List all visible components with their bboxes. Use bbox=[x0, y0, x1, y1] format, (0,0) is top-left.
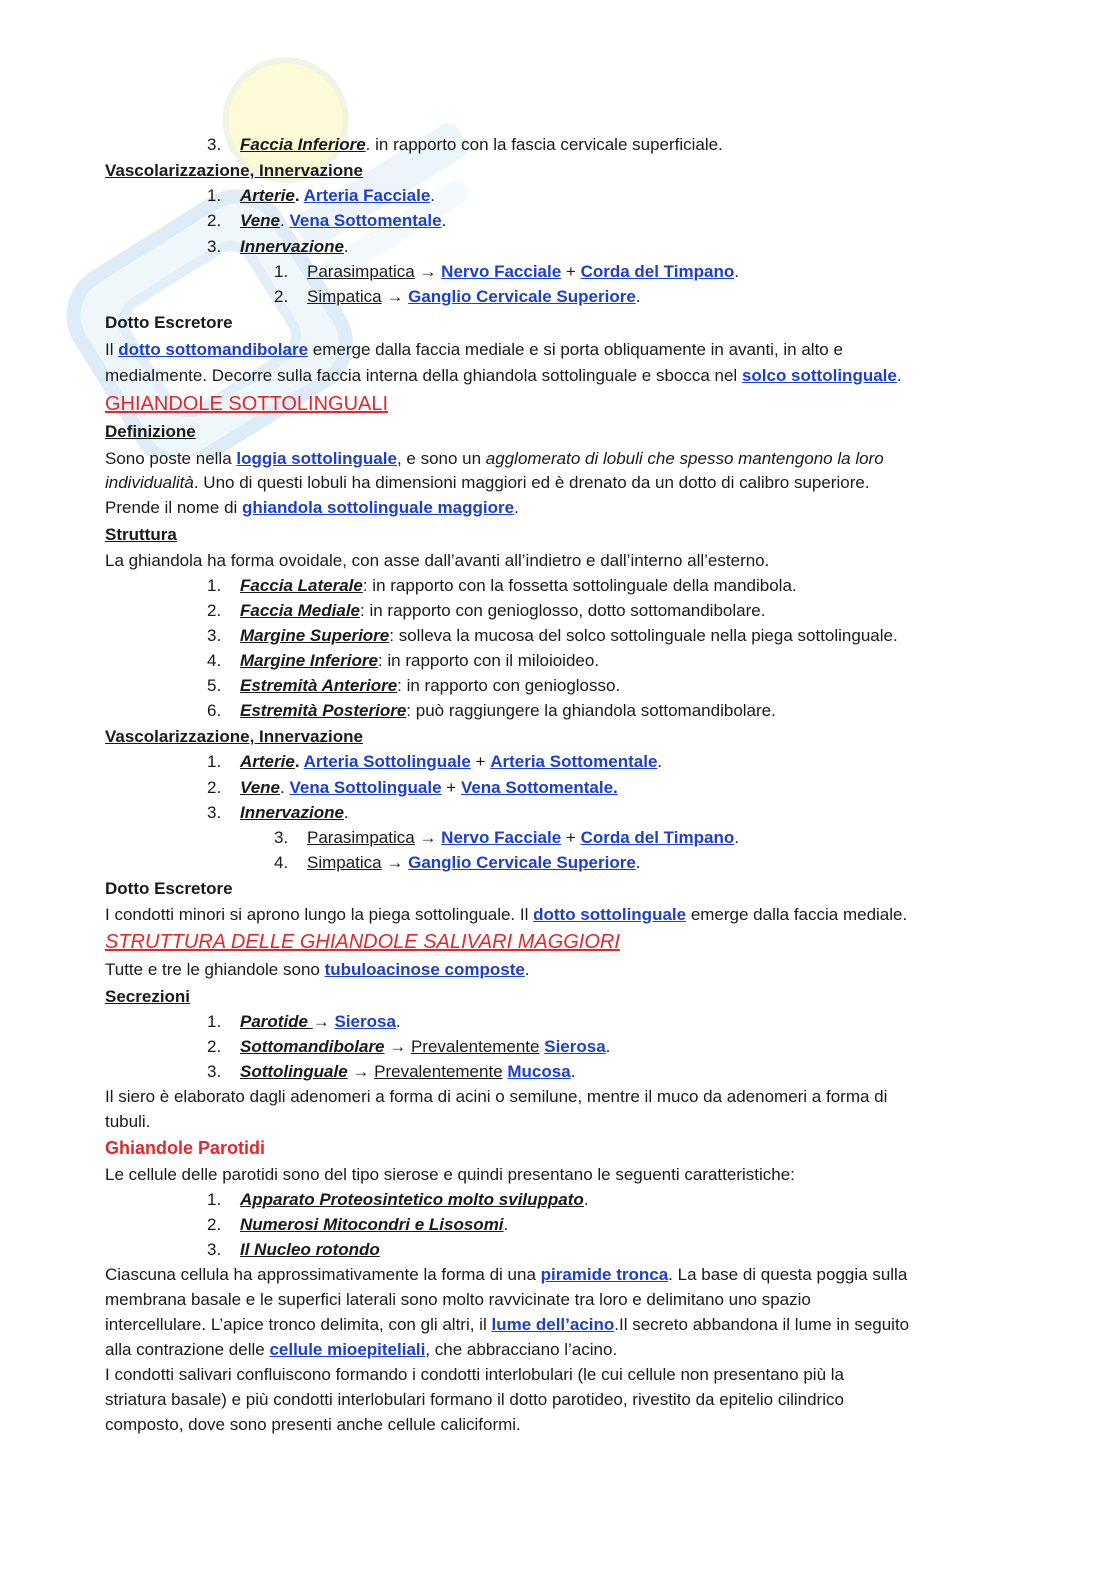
term-vene: Vene bbox=[240, 778, 281, 797]
text: . bbox=[524, 960, 530, 979]
punctuation: . bbox=[441, 211, 447, 230]
link-vena-sottolinguale[interactable]: Vena Sottolinguale bbox=[289, 778, 442, 797]
link-corda-del-timpano[interactable]: Corda del Timpano bbox=[580, 828, 735, 847]
punctuation: . bbox=[294, 186, 304, 205]
list-number: 2. bbox=[207, 1215, 222, 1234]
term-sottomandibolare: Sottomandibolare bbox=[240, 1037, 385, 1056]
text: . La base di questa poggia sulla bbox=[668, 1265, 908, 1284]
list-number: 1. bbox=[207, 1012, 222, 1031]
term-parotide: Parotide bbox=[240, 1012, 313, 1031]
term-faccia-inferiore: Faccia Inferiore bbox=[240, 135, 366, 154]
term: Margine Superiore bbox=[240, 626, 390, 645]
list-number: 2. bbox=[274, 287, 289, 306]
text: emerge dalla faccia mediale. bbox=[686, 905, 908, 924]
paragraph-line bbox=[105, 365, 902, 387]
arrow: → bbox=[347, 1062, 375, 1081]
term-innervazione: Innervazione bbox=[240, 237, 344, 256]
heading-vascolarizzazione-innervazione: Vascolarizzazione, Innervazione bbox=[105, 727, 363, 746]
term: Faccia Mediale bbox=[240, 601, 361, 620]
link-arteria-sottolinguale[interactable]: Arteria Sottolinguale bbox=[303, 752, 471, 771]
heading-struttura: Struttura bbox=[105, 525, 177, 544]
link-tubuloacinose-composte[interactable]: tubuloacinose composte bbox=[324, 960, 525, 979]
link-nervo-facciale[interactable]: Nervo Facciale bbox=[441, 262, 562, 281]
text: . Uno di questi lobuli ha dimensioni maggiori ed è drenato da un dotto di calibro superiore. bbox=[193, 473, 870, 492]
heading-secrezioni: Secrezioni bbox=[105, 987, 191, 1006]
punctuation: . bbox=[343, 237, 349, 256]
sublist-item-parasimpatica bbox=[274, 261, 739, 283]
link-sierosa[interactable]: Sierosa bbox=[334, 1012, 396, 1031]
punctuation: . bbox=[605, 1037, 611, 1056]
label-simpatica: Simpatica bbox=[307, 853, 382, 872]
list-item-vene bbox=[207, 777, 618, 799]
list-number: 1. bbox=[207, 186, 222, 205]
list-number: 1. bbox=[207, 576, 222, 595]
punctuation: . bbox=[503, 1215, 509, 1234]
list-number: 4. bbox=[207, 651, 222, 670]
arrow: → bbox=[384, 1037, 411, 1056]
paragraph-line: Le cellule delle parotidi sono del tipo sierose e quindi presentano le seguenti caratteristiche: bbox=[105, 1165, 795, 1184]
list-number: 3. bbox=[207, 237, 222, 256]
list-number: 6. bbox=[207, 701, 222, 720]
text: Sono poste nella bbox=[105, 449, 237, 468]
paragraph-line: composto, dove sono presenti anche cellule caliciformi. bbox=[105, 1415, 521, 1434]
paragraph-line bbox=[105, 472, 870, 494]
item-description: : solleva la mucosa del solco sottolinguale nella piega sottolinguale. bbox=[389, 626, 898, 645]
list-item bbox=[207, 1189, 589, 1211]
link-mucosa[interactable]: Mucosa bbox=[507, 1062, 571, 1081]
list-number: 2. bbox=[207, 211, 222, 230]
link-vena-sottomentale[interactable]: Vena Sottomentale. bbox=[460, 778, 618, 797]
text: . bbox=[514, 498, 519, 517]
link-nervo-facciale[interactable]: Nervo Facciale bbox=[441, 828, 562, 847]
punctuation: . bbox=[343, 803, 349, 822]
list-number: 4. bbox=[274, 853, 289, 872]
punctuation: . bbox=[583, 1190, 589, 1209]
list-item bbox=[207, 600, 765, 622]
arrow: → bbox=[414, 262, 442, 281]
list-item-faccia-inferiore bbox=[207, 134, 723, 156]
paragraph-line bbox=[105, 497, 519, 519]
list-number: 3. bbox=[207, 1240, 222, 1259]
paragraph-line bbox=[105, 448, 884, 470]
term-sottolinguale: Sottolinguale bbox=[240, 1062, 348, 1081]
paragraph-line bbox=[105, 339, 843, 361]
list-item bbox=[207, 1239, 380, 1261]
label-simpatica: Simpatica bbox=[307, 287, 382, 306]
list-number: 5. bbox=[207, 676, 222, 695]
punctuation: . bbox=[734, 262, 739, 281]
text: alla contrazione delle bbox=[105, 1340, 270, 1359]
arrow: → bbox=[414, 828, 442, 847]
text: Tutte e tre le ghiandole sono bbox=[105, 960, 325, 979]
plus-sign: + bbox=[561, 828, 581, 847]
punctuation: . bbox=[294, 752, 304, 771]
list-item-sottolinguale bbox=[207, 1061, 575, 1083]
label-prevalentemente: Prevalentemente bbox=[410, 1037, 540, 1056]
italic-text: individualità bbox=[105, 473, 194, 492]
term-vene: Vene bbox=[240, 211, 281, 230]
link-cellule-mioepiteliali[interactable]: cellule mioepiteliali bbox=[269, 1340, 426, 1359]
paragraph-line bbox=[105, 1339, 617, 1361]
punctuation: . bbox=[734, 828, 739, 847]
punctuation: . bbox=[570, 1062, 576, 1081]
section-title-ghiandole-sottolinguali: GHIANDOLE SOTTOLINGUALI bbox=[105, 393, 389, 415]
plus-sign: + bbox=[441, 778, 461, 797]
list-number: 2. bbox=[207, 601, 222, 620]
term-arterie: Arterie bbox=[240, 752, 295, 771]
paragraph-line bbox=[105, 904, 907, 926]
link-lume-dell-acino[interactable]: lume dell’acino bbox=[491, 1315, 615, 1334]
section-title-struttura-ghiandole-salivari: STRUTTURA DELLE GHIANDOLE SALIVARI MAGGIORI bbox=[105, 931, 620, 953]
heading-dotto-escretore: Dotto Escretore bbox=[105, 313, 233, 332]
paragraph-line: Il siero è elaborato dagli adenomeri a forma di acini o semilune, mentre il muco da adenomeri a forma di bbox=[105, 1087, 888, 1106]
paragraph-line: membrana basale e le superfici laterali sono molto ravvicinate tra loro e delimitano uno spazio bbox=[105, 1290, 811, 1309]
link-dotto-sottomandibolare[interactable]: dotto sottomandibolare bbox=[118, 340, 309, 359]
text: emerge dalla faccia mediale e si porta obliquamente in avanti, in alto e bbox=[308, 340, 843, 359]
list-number: 3. bbox=[207, 626, 222, 645]
term: Numerosi Mitocondri e Lisosomi bbox=[240, 1215, 504, 1234]
heading-dotto-escretore: Dotto Escretore bbox=[105, 879, 233, 898]
list-item bbox=[207, 650, 599, 672]
text: I condotti minori si aprono lungo la piega sottolinguale. Il bbox=[105, 905, 534, 924]
sublist-item-simpatica bbox=[274, 286, 641, 308]
punctuation: . bbox=[280, 211, 290, 230]
punctuation: . bbox=[657, 752, 663, 771]
list-number: 2. bbox=[207, 1037, 222, 1056]
text: intercellulare. L’apice tronco delimita, con gli altri, il bbox=[105, 1315, 492, 1334]
term: Apparato Proteosintetico molto sviluppato bbox=[240, 1190, 584, 1209]
paragraph-line: La ghiandola ha forma ovoidale, con asse dall’avanti all’indietro e dall’interno all’esterno. bbox=[105, 551, 770, 570]
link-piramide-tronca[interactable]: piramide tronca bbox=[540, 1265, 669, 1284]
list-number: 3. bbox=[274, 828, 289, 847]
term: Estremità Anteriore bbox=[240, 676, 398, 695]
list-item bbox=[207, 700, 776, 722]
paragraph-line: tubuli. bbox=[105, 1112, 151, 1131]
arrow: → bbox=[312, 1012, 335, 1031]
item-description: . in rapporto con la fascia cervicale superficiale. bbox=[365, 135, 723, 154]
link-ganglio-cervicale-superiore[interactable]: Ganglio Cervicale Superiore bbox=[408, 287, 636, 306]
paragraph-line bbox=[105, 1264, 907, 1286]
link-loggia-sottolinguale[interactable]: loggia sottolinguale bbox=[236, 449, 397, 468]
text: Prende il nome di bbox=[105, 498, 243, 517]
list-item bbox=[207, 625, 898, 647]
text: . bbox=[896, 366, 902, 385]
arrow: → bbox=[381, 287, 409, 306]
plus-sign: + bbox=[470, 752, 491, 771]
list-item bbox=[207, 675, 620, 697]
label-parasimpatica: Parasimpatica bbox=[307, 828, 415, 847]
plus-sign: + bbox=[561, 262, 581, 281]
term: Faccia Laterale bbox=[240, 576, 363, 595]
link-ghiandola-sottolinguale-maggiore[interactable]: ghiandola sottolinguale maggiore bbox=[242, 498, 515, 517]
term: Estremità Posteriore bbox=[240, 701, 407, 720]
text: .Il secreto abbandona il lume in seguito bbox=[614, 1315, 910, 1334]
list-item-sottomandibolare bbox=[207, 1036, 610, 1058]
heading-vascolarizzazione-innervazione: Vascolarizzazione, Innervazione bbox=[105, 161, 363, 180]
subsection-title-ghiandole-parotidi: Ghiandole Parotidi bbox=[105, 1138, 266, 1158]
paragraph-line: I condotti salivari confluiscono formando i condotti interlobulari (le cui cellule non presentano più la bbox=[105, 1365, 844, 1384]
list-item-innervazione bbox=[207, 236, 349, 258]
list-item bbox=[207, 575, 797, 597]
list-item-vene bbox=[207, 210, 446, 232]
list-number: 3. bbox=[207, 135, 222, 154]
item-description: : può raggiungere la ghiandola sottomandibolare. bbox=[406, 701, 776, 720]
list-item-arterie bbox=[207, 185, 435, 207]
text: , che abbracciano l’acino. bbox=[425, 1340, 618, 1359]
arrow: → bbox=[381, 853, 409, 872]
text: medialmente. Decorre sulla faccia interna della ghiandola sottolinguale e sbocca nel bbox=[105, 366, 742, 385]
label-prevalentemente: Prevalentemente bbox=[374, 1062, 503, 1081]
link-arteria-facciale[interactable]: Arteria Facciale bbox=[303, 186, 431, 205]
list-item bbox=[207, 1214, 508, 1236]
link-dotto-sottolinguale[interactable]: dotto sottolinguale bbox=[533, 905, 687, 924]
list-item-innervazione bbox=[207, 802, 349, 824]
sublist-item-simpatica bbox=[274, 852, 641, 874]
list-item-arterie bbox=[207, 751, 662, 773]
item-description: : in rapporto con il miloioideo. bbox=[377, 651, 600, 670]
paragraph-line bbox=[105, 1314, 909, 1336]
list-number: 1. bbox=[207, 1190, 222, 1209]
item-description: : in rapporto con la fossetta sottolinguale della mandibola. bbox=[362, 576, 797, 595]
item-description: : in rapporto con genioglosso, dotto sottomandibolare. bbox=[360, 601, 766, 620]
link-vena-sottomentale[interactable]: Vena Sottomentale bbox=[289, 211, 442, 230]
text: Il bbox=[105, 340, 119, 359]
paragraph-line: striatura basale) e più condotti interlobulari formano il dotto parotideo, rivestito da epitelio cilindrico bbox=[105, 1390, 844, 1409]
list-number: 3. bbox=[207, 1062, 222, 1081]
punctuation: . bbox=[280, 778, 290, 797]
sublist-item-parasimpatica bbox=[274, 827, 739, 849]
paragraph-line bbox=[105, 959, 530, 981]
text: Ciascuna cellula ha approssimativamente la forma di una bbox=[105, 1265, 541, 1284]
term-innervazione: Innervazione bbox=[240, 803, 344, 822]
link-sierosa[interactable]: Sierosa bbox=[544, 1037, 606, 1056]
punctuation: . bbox=[395, 1012, 401, 1031]
term-arterie: Arterie bbox=[240, 186, 295, 205]
list-item-parotide bbox=[207, 1011, 401, 1033]
punctuation: . bbox=[430, 186, 436, 205]
list-number: 1. bbox=[207, 752, 222, 771]
term: Margine Inferiore bbox=[240, 651, 378, 670]
label-parasimpatica: Parasimpatica bbox=[307, 262, 415, 281]
heading-definizione: Definizione bbox=[105, 422, 196, 441]
punctuation: . bbox=[635, 853, 641, 872]
text: , e sono un bbox=[396, 449, 486, 468]
punctuation: . bbox=[635, 287, 641, 306]
list-number: 1. bbox=[274, 262, 289, 281]
term: Il Nucleo rotondo bbox=[240, 1240, 380, 1259]
list-number: 3. bbox=[207, 803, 222, 822]
italic-text: agglomerato di lobuli che spesso mantengono la loro bbox=[485, 449, 884, 468]
link-arteria-sottomentale[interactable]: Arteria Sottomentale bbox=[490, 752, 658, 771]
link-corda-del-timpano[interactable]: Corda del Timpano bbox=[580, 262, 735, 281]
link-ganglio-cervicale-superiore[interactable]: Ganglio Cervicale Superiore bbox=[408, 853, 636, 872]
link-solco-sottolinguale[interactable]: solco sottolinguale bbox=[741, 366, 897, 385]
item-description: : in rapporto con genioglosso. bbox=[397, 676, 621, 695]
list-number: 2. bbox=[207, 778, 222, 797]
